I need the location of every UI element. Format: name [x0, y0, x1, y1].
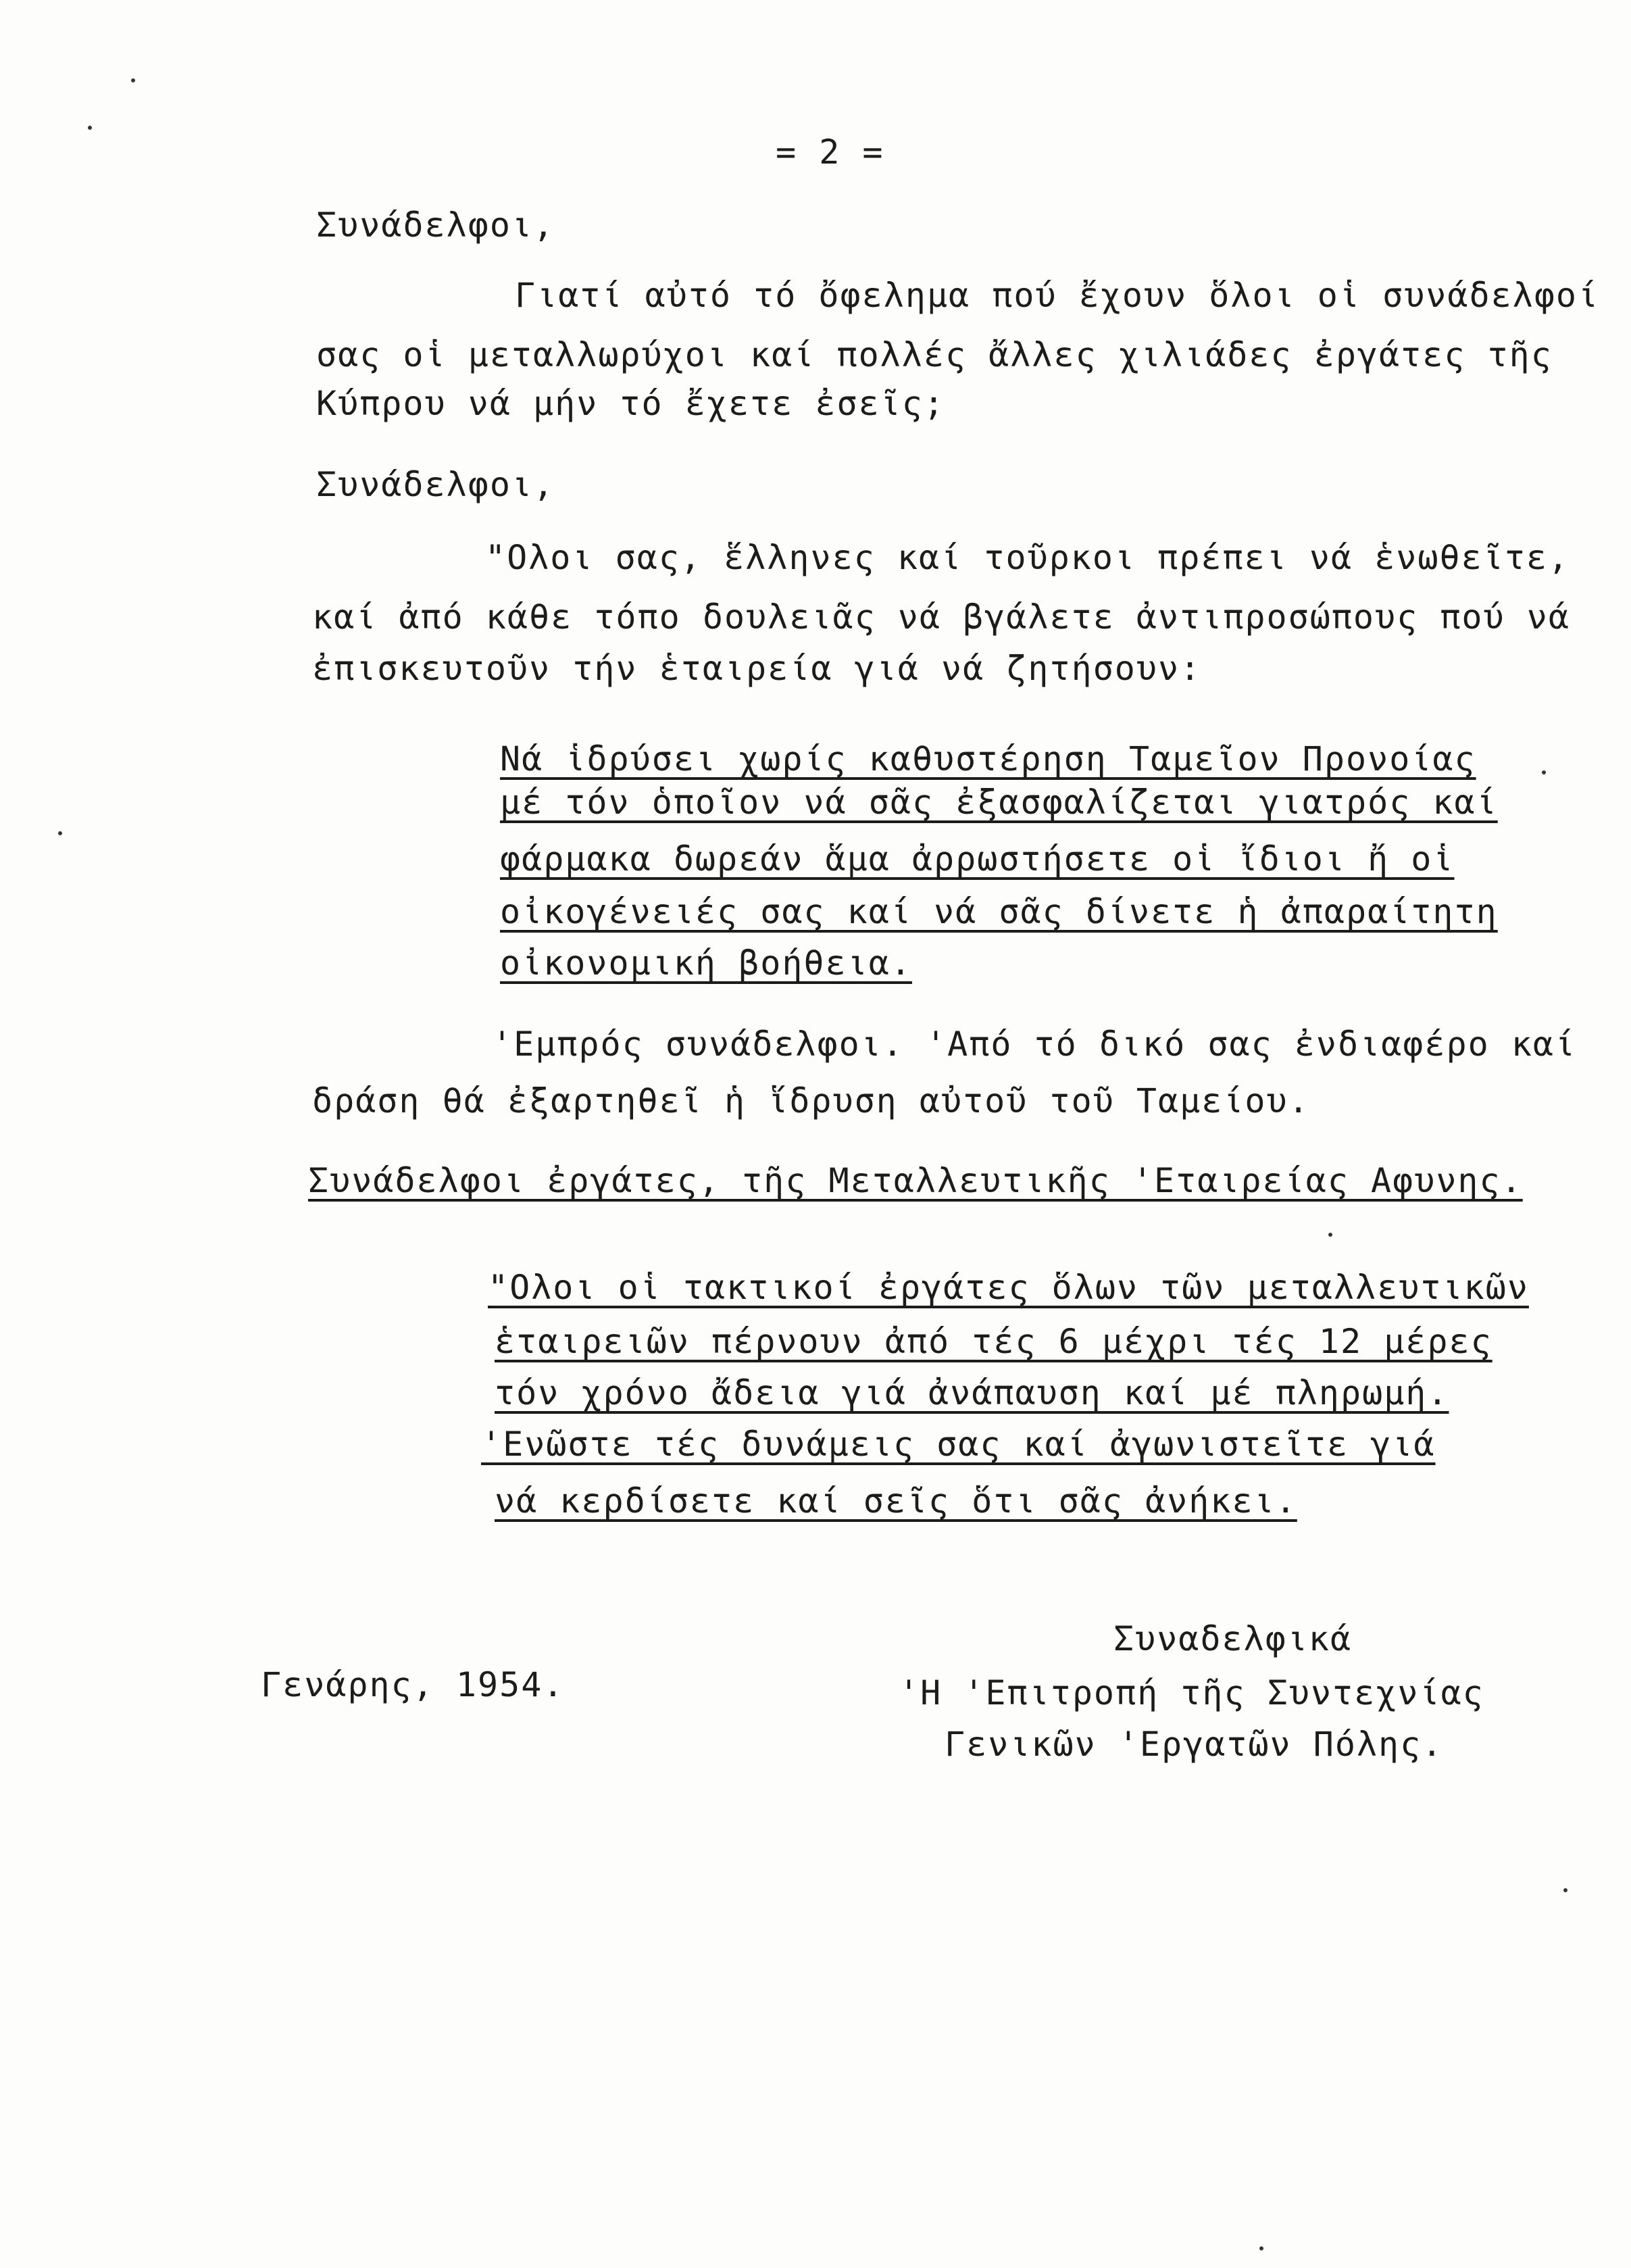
benefit-line: νά κερδίσετε καί σεῖς ὅτι σᾶς ἀνήκει.	[495, 1481, 1297, 1521]
scan-speck	[1542, 770, 1546, 774]
demand-line: οἰκογένειές σας καί νά σᾶς δίνετε ἡ ἀπαραίτητη	[500, 892, 1498, 931]
scan-speck	[1563, 1888, 1567, 1892]
paragraph-line: δράση θά ἐξαρτηθεῖ ἡ ἵδρυση αὐτοῦ τοῦ Ταμείου.	[312, 1081, 1310, 1120]
benefit-line: τόν χρόνο ἄδεια γιά ἀνάπαυση καί μέ πληρωμή.	[495, 1373, 1449, 1412]
salutation: Συνάδελφοι,	[316, 465, 555, 504]
demand-line: οἰκονομική βοήθεια.	[500, 943, 912, 983]
paragraph-line: ἐπισκευτοῦν τήν ἑταιρεία γιά νά ζητήσουν:	[312, 649, 1202, 688]
benefit-line: ἑταιρειῶν πέρνουν ἀπό τές 6 μέχρι τές 12 μέρες	[495, 1322, 1492, 1361]
benefit-line: "Ολοι οἱ τακτικοί ἐργάτες ὅλων τῶν μεταλλευτικῶν	[488, 1268, 1529, 1307]
scan-speck	[1259, 2246, 1263, 2250]
paragraph-line: "Ολοι σας, ἕλληνες καί τοῦρκοι πρέπει νά ἑνωθεῖτε,	[485, 538, 1570, 577]
demand-line: μέ τόν ὁποῖον νά σᾶς ἐξασφαλίζεται γιατρός καί	[500, 783, 1498, 822]
document-date: Γενάρης, 1954.	[261, 1665, 565, 1704]
paragraph-line: 'Εμπρός συνάδελφοι. 'Από τό δικό σας ἐνδιαφέρο καί	[492, 1025, 1577, 1064]
paragraph-line: Γιατί αὐτό τό ὄφελημα πού ἔχουν ὅλοι οἱ συνάδελφοί	[515, 276, 1600, 315]
salutation: Συνάδελφοι,	[316, 205, 555, 245]
paragraph-line: σας οἱ μεταλλωρύχοι καί πολλές ἄλλες χιλιάδες ἐργάτες τῆς	[316, 335, 1553, 374]
paragraph-line: καί ἀπό κάθε τόπο δουλειᾶς νά βγάλετε ἀντιπροσώπους πού νά	[312, 597, 1570, 637]
signature-closing: Συναδελφικά	[1113, 1619, 1353, 1658]
paragraph-line: Κύπρου νά μήν τό ἔχετε ἐσεῖς;	[316, 384, 945, 423]
signature-line: Γενικῶν 'Εργατῶν Πόλης.	[945, 1725, 1444, 1764]
demand-line: φάρμακα δωρεάν ἅμα ἀρρωστήσετε οἱ ἴδιοι ἤ οἱ	[500, 839, 1455, 879]
signature-line: 'Η 'Επιτροπή τῆς Συντεχνίας	[899, 1673, 1484, 1712]
scan-speck	[58, 831, 62, 835]
page-number: = 2 =	[776, 132, 884, 172]
section-heading: Συνάδελφοι ἐργάτες, τῆς Μεταλλευτικῆς 'Εταιρείας Αφυνης.	[308, 1161, 1523, 1200]
scan-speck	[88, 126, 92, 130]
benefit-line: 'Ενῶστε τές δυνάμεις σας καί ἀγωνιστεῖτε γιά	[481, 1425, 1436, 1464]
scan-speck	[131, 78, 135, 82]
demand-line: Νά ἱδρύσει χωρίς καθυστέρηση Ταμεῖον Προνοίας	[500, 739, 1476, 779]
scan-speck	[1328, 1233, 1332, 1237]
